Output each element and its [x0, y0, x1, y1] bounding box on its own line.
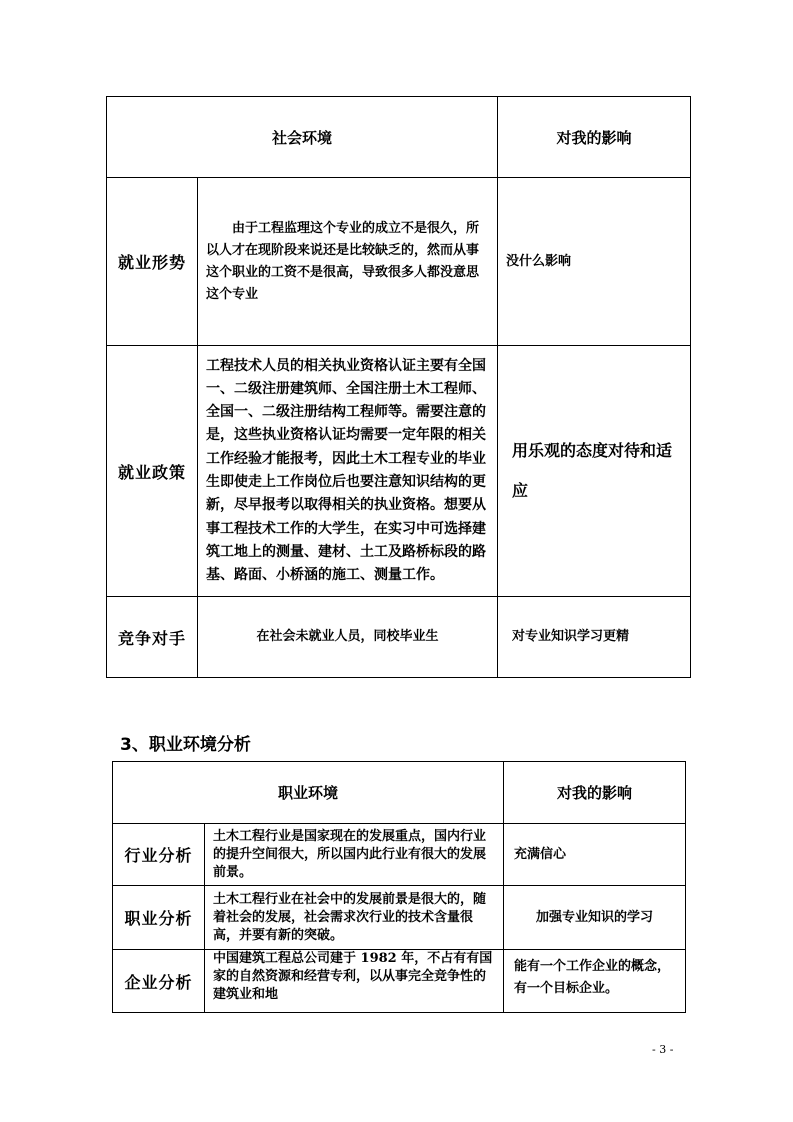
row-label-employment-policy: 就业政策	[107, 346, 198, 597]
row-content: 中国建筑工程总公司建于 1982 年，不占有有国家的自然资源和经营专利，以从事完全竞争性的建筑业和地	[205, 950, 504, 1013]
row-impact: 用乐观的态度对待和适应	[498, 346, 691, 597]
row-label-employment-situation: 就业形势	[107, 178, 198, 346]
row-label-competitors: 竞争对手	[107, 597, 198, 678]
career-environment-table	[112, 761, 686, 1013]
header-impact: 对我的影响	[498, 97, 691, 178]
table-row	[107, 178, 691, 346]
table-row	[113, 886, 686, 950]
row-impact: 充满信心	[504, 824, 686, 886]
row-impact: 没什么影响	[498, 178, 691, 346]
row-label-occupation-analysis: 职业分析	[113, 886, 205, 950]
row-content: 土木工程行业是国家现在的发展重点，国内行业的提升空间很大，所以国内此行业有很大的发展前景。	[205, 824, 504, 886]
page-number: - 3 -	[652, 1043, 674, 1056]
header-social-environment: 社会环境	[107, 97, 498, 178]
table-row	[107, 597, 691, 678]
row-content: 在社会未就业人员，同校毕业生	[198, 597, 498, 678]
section-title: 3、职业环境分析	[120, 735, 251, 755]
social-environment-table	[106, 96, 691, 678]
row-impact: 加强专业知识的学习	[504, 886, 686, 950]
table-row	[107, 346, 691, 597]
row-content: 工程技术人员的相关执业资格认证主要有全国一、二级注册建筑师、全国注册土木工程师、全国一、二级注册结构工程师等。需要注意的是，这些执业资格认证均需要一定年限的相关工作经验才能报考，因此土木工程专业的毕业生即使走上工作岗位后也要注意知识结构的更新，尽早报考以取得相关的执业资格。想要从事工程技术工作的大学生，在实习中可选择建筑工地上的测量、建材、土工及路桥标段的路基、路面、小桥涵的施工、测量工作。	[198, 346, 498, 597]
row-impact: 能有一个工作企业的概念，有一个目标企业。	[504, 950, 686, 1013]
table-row	[113, 950, 686, 1013]
header-career-environment: 职业环境	[113, 762, 504, 824]
row-label-enterprise-analysis: 企业分析	[113, 950, 205, 1013]
row-content: 由于工程监理这个专业的成立不是很久，所以人才在现阶段来说还是比较缺乏的，然而从事这个职业的工资不是很高，导致很多人都没意思这个专业	[198, 178, 498, 346]
row-content: 土木工程行业在社会中的发展前景是很大的，随着社会的发展，社会需求次行业的技术含量很高，并要有新的突破。	[205, 886, 504, 950]
header-impact: 对我的影响	[504, 762, 686, 824]
table-row	[113, 824, 686, 886]
row-label-industry-analysis: 行业分析	[113, 824, 205, 886]
row-impact: 对专业知识学习更精	[498, 597, 691, 678]
